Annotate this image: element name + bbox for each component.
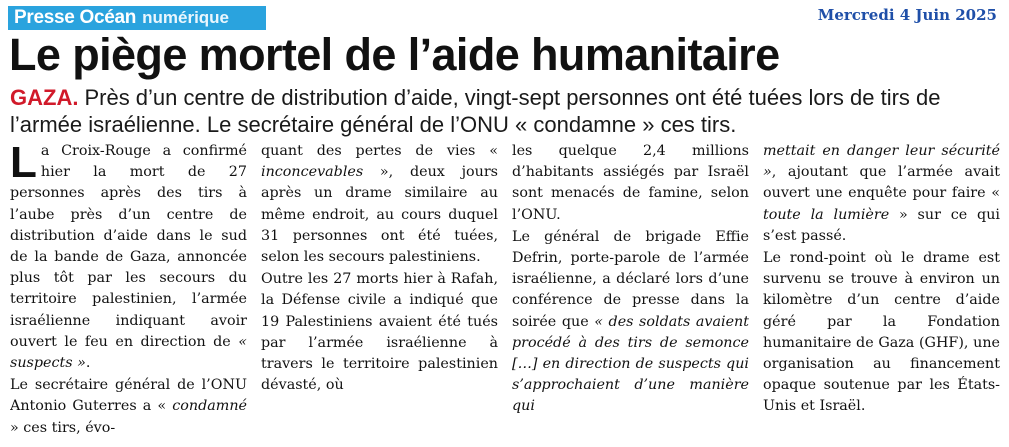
publication-date: Mercredi 4 Juin 2025 xyxy=(817,6,997,24)
quote-text: inconcevables xyxy=(261,164,364,181)
paragraph-text: » ces tirs, évo- xyxy=(10,419,116,436)
drop-cap: L xyxy=(10,141,37,187)
paragraph xyxy=(261,141,498,268)
paragraph-text: a Croix-Rouge a confirmé hier la mort de 27 personnes après des tirs à l’aube près d’un centre de distribution d’aide dans le sud de la bande de Gaza, annoncée plus tôt par les secours du territoire palestinien, l’armée israélienne indiquant avoir ouvert le feu en direction de xyxy=(10,143,247,350)
paragraph-text: les quelque 2,4 millions d’habitants assiégés par Israël sont menacés de famine, selon l’ONU. xyxy=(512,143,749,223)
paragraph-text: Le rond-point où le drame est survenu se trouve à environ un kilomètre d’un centre d’aide géré par la Fondation humanitaire de Gaza (GHF), une organisation au financement opaque soutenue par les États-Unis et Israël. xyxy=(763,250,1000,415)
quote-text: mettait en danger leur sécurité » xyxy=(763,143,1000,181)
paragraph xyxy=(10,375,247,439)
edition-label: numérique xyxy=(142,8,230,27)
paragraph xyxy=(10,141,247,374)
standfirst-text: Près d’un centre de distribution d’aide, vingt-sept personnes ont été tuées lors de tirs de l’armée israélienne. Le secrétaire général de l’ONU « condamne » ces tirs. xyxy=(10,85,941,137)
article-headline: Le piège mortel de l’aide humanitaire xyxy=(9,29,780,80)
quote-text: toute la lumière xyxy=(763,206,890,223)
article-body xyxy=(10,141,1000,441)
paragraph-text: Le général de brigade Effie Defrin, porte-parole de l’armée israélienne, a déclaré lors d’une conférence de presse dans la soirée que xyxy=(512,228,749,330)
paragraph-text: . xyxy=(85,355,91,372)
body-column-3 xyxy=(512,141,749,441)
brand-name: Presse Océan xyxy=(14,7,137,28)
body-column-1 xyxy=(10,141,247,441)
paragraph-text: Le secrétaire général de l’ONU Antonio Guterres a « xyxy=(10,377,247,415)
paragraph-text: », deux jours après un drame similaire au même endroit, au cours duquel 31 personnes ont été tuées, selon les secours palestiniens. xyxy=(261,164,498,266)
masthead-logo xyxy=(8,6,266,30)
article-standfirst xyxy=(10,84,1000,138)
paragraph xyxy=(512,227,749,418)
paragraph-text: quant des pertes de vies « xyxy=(261,143,498,159)
quote-text: « suspects » xyxy=(10,333,247,372)
location-kicker: GAZA. xyxy=(10,85,79,110)
paragraph-text: Outre les 27 morts hier à Rafah, la Défense civile a indiqué que 19 Palestiniens avaient été tués par l’armée israélienne à travers le territoire palestinien dévasté, où xyxy=(261,271,498,394)
paragraph xyxy=(512,141,749,226)
paragraph-text: , ajoutant que l’armée avait ouvert une enquête pour faire « xyxy=(763,164,1000,202)
body-column-4 xyxy=(763,141,1000,441)
paragraph xyxy=(763,141,1000,247)
paragraph-text: » sur ce qui s’est passé. xyxy=(763,206,1000,244)
quote-text: « des soldats avaient procédé à des tirs de semonce […] en direction de suspects qui s’approchaient d’une manière qui xyxy=(512,313,749,415)
quote-text: condamné xyxy=(172,398,247,415)
paragraph xyxy=(261,269,498,396)
body-column-2 xyxy=(261,141,498,441)
paragraph xyxy=(763,248,1000,418)
